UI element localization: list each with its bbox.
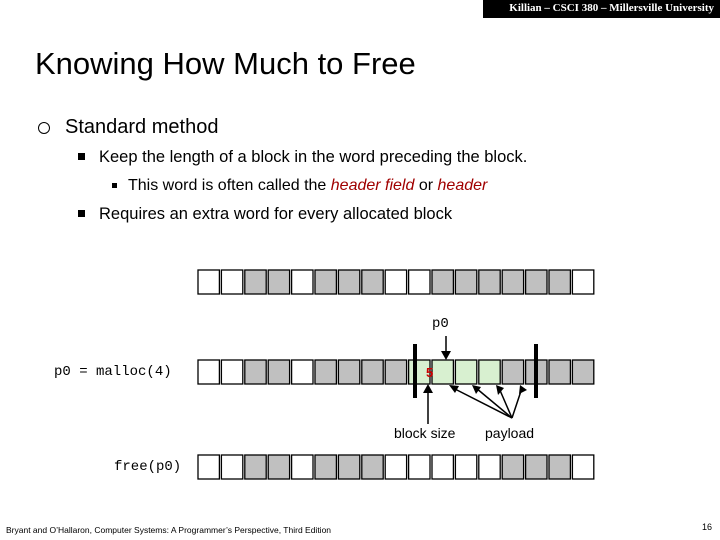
page-number: 16	[701, 522, 712, 532]
sub-bullet-text: Keep the length of a block in the word preceding the block.	[99, 148, 528, 166]
heap-cell-allocated	[432, 270, 453, 294]
heap-cell-free	[572, 270, 593, 294]
heap-cell-allocated	[526, 455, 547, 479]
block-size-arrowhead	[423, 384, 433, 393]
heap-cell-allocated	[245, 270, 266, 294]
heap-cell-allocated	[245, 455, 266, 479]
heap-cell-allocated	[526, 270, 547, 294]
heap-cell-free	[455, 455, 476, 479]
heap-cell-payload	[455, 360, 476, 384]
heap-cell-allocated	[338, 455, 359, 479]
header-value: 5	[426, 365, 434, 380]
malloc-call-label: p0 = malloc(4)	[54, 364, 172, 380]
heap-cell-allocated	[502, 270, 523, 294]
free-call-label: free(p0)	[114, 459, 182, 475]
heap-cell-allocated	[268, 455, 289, 479]
heap-cell-free	[292, 360, 313, 384]
heap-cell-free	[198, 270, 219, 294]
heap-cell-free	[292, 270, 313, 294]
heap-cell-free	[198, 360, 219, 384]
heap-cell-free	[409, 270, 430, 294]
heap-cell-payload	[432, 360, 453, 384]
heap-cell-allocated	[338, 270, 359, 294]
heap-cell-allocated	[502, 455, 523, 479]
heap-cell-allocated	[385, 360, 406, 384]
heap-cell-free	[292, 455, 313, 479]
heap-cell-allocated	[315, 455, 336, 479]
sub-sub-bullet-text: This word is often called the header field or header	[128, 177, 488, 194]
heap-cell-allocated	[268, 360, 289, 384]
heap-cell-allocated	[362, 455, 383, 479]
heap-cell-allocated	[268, 270, 289, 294]
heap-cell-allocated	[245, 360, 266, 384]
footer-citation: Bryant and O’Hallaron, Computer Systems: A Programmer’s Perspective, Third Edition	[6, 525, 332, 535]
term-header: header	[437, 177, 488, 194]
heap-cell-allocated	[362, 270, 383, 294]
sub-bullet-text: Requires an extra word for every allocated block	[99, 205, 453, 223]
bullet-text: Standard method	[65, 116, 219, 138]
heap-cell-allocated	[455, 270, 476, 294]
heap-cell-free	[572, 455, 593, 479]
heap-cell-free	[479, 455, 500, 479]
heap-cell-allocated	[338, 360, 359, 384]
payload-label: payload	[485, 425, 535, 441]
heap-cell-free	[221, 270, 242, 294]
block-size-label: block size	[394, 425, 456, 441]
payload-arrows	[449, 385, 527, 418]
heap-cell-allocated	[549, 455, 570, 479]
heap-cell-allocated	[315, 270, 336, 294]
p0-pointer-label: p0	[432, 316, 449, 332]
heap-cell-allocated	[502, 360, 523, 384]
heap-row-after-free	[198, 455, 594, 479]
heap-cell-allocated	[479, 270, 500, 294]
p0-arrowhead	[441, 351, 451, 360]
heap-cell-free	[221, 360, 242, 384]
heap-cell-free	[385, 455, 406, 479]
heap-cell-free	[198, 455, 219, 479]
heap-cell-allocated	[315, 360, 336, 384]
heap-cell-allocated	[362, 360, 383, 384]
heap-cell-allocated	[549, 270, 570, 294]
course-banner-text: Killian – CSCI 380 – Millersville University	[509, 2, 714, 14]
slide-title: Knowing How Much to Free	[35, 46, 416, 81]
heap-cell-allocated	[549, 360, 570, 384]
heap-cell-allocated	[572, 360, 593, 384]
heap-cell-free	[409, 455, 430, 479]
heap-cell-payload	[479, 360, 500, 384]
heap-cell-free	[432, 455, 453, 479]
heap-row-initial	[198, 270, 594, 294]
heap-cell-free	[221, 455, 242, 479]
heap-cell-free	[385, 270, 406, 294]
term-header-field: header field	[330, 177, 415, 194]
